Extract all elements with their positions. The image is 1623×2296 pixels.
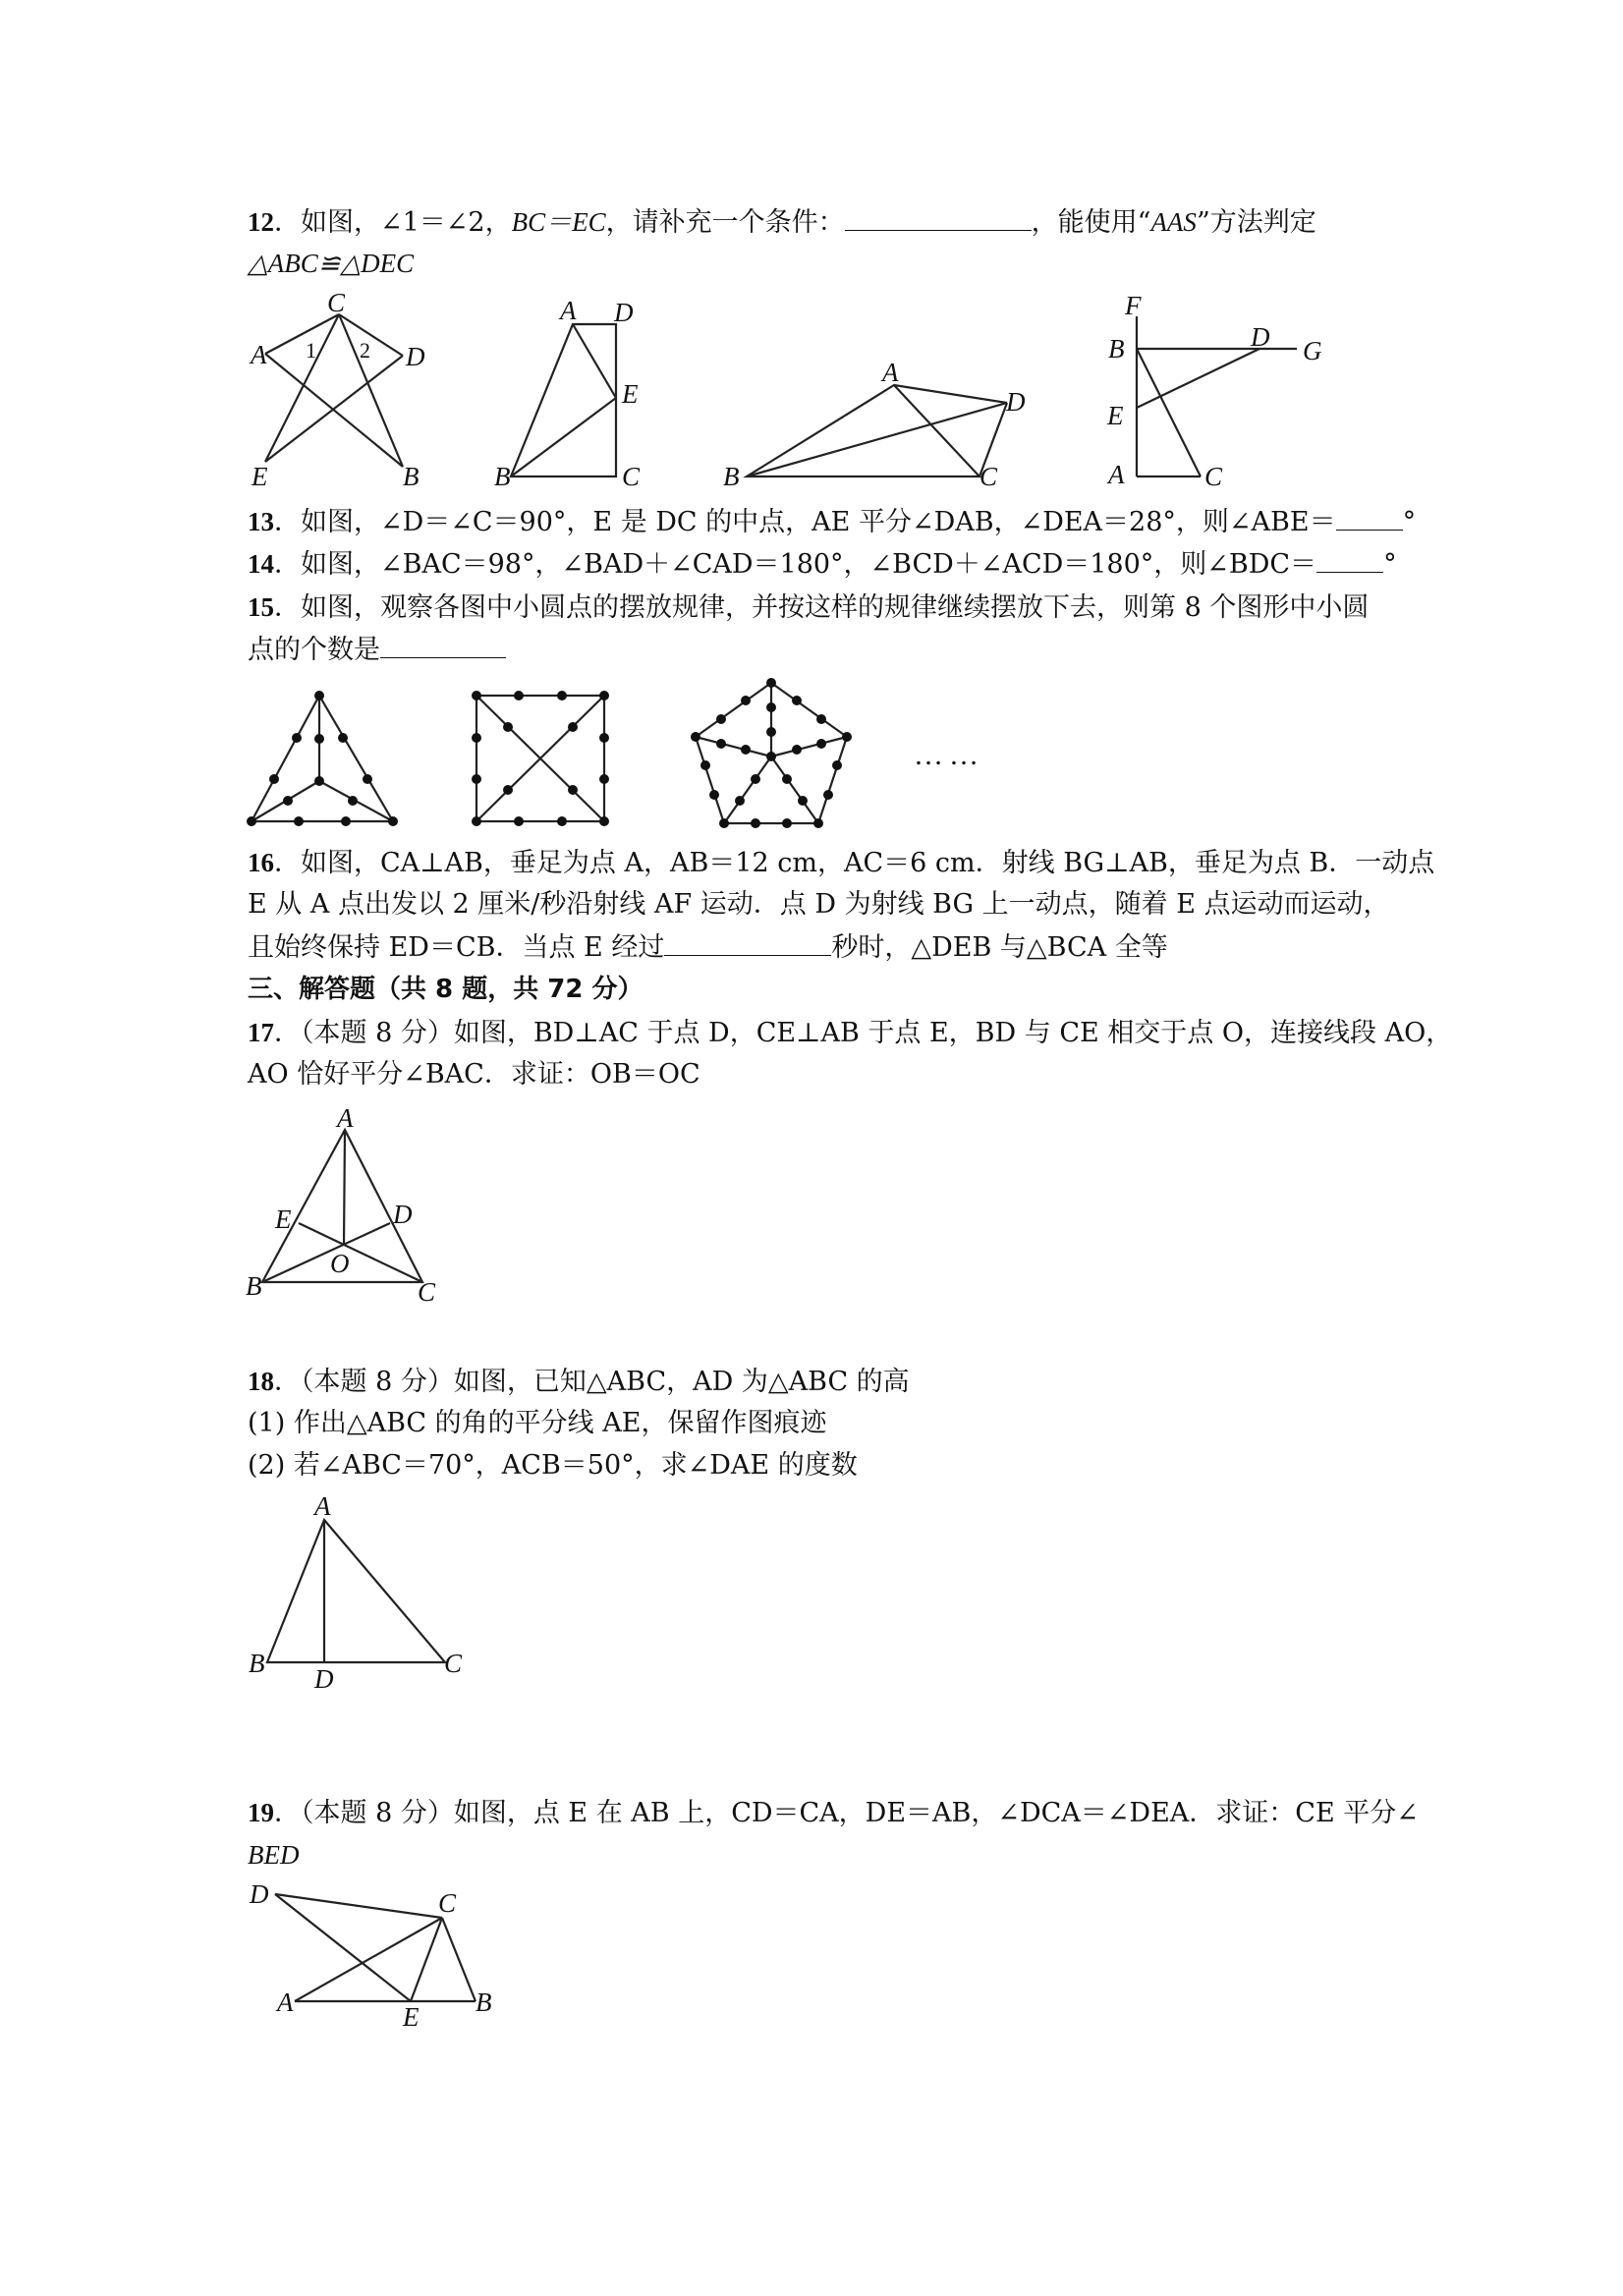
fig16-label-B: B [1108, 334, 1125, 364]
section-3-heading: 三、解答题（共 8 题，共 72 分） [248, 975, 644, 1004]
q12-number: 12 [248, 207, 274, 237]
q18-subquestion-2: (2) 若∠ABC＝70°，ACB＝50°，求∠DAE 的度数 [248, 1450, 858, 1481]
q17-number: 17 [248, 1018, 274, 1047]
fig14-label-C: C [979, 462, 998, 491]
fig12-label-E: E [252, 462, 268, 491]
fig16-label-A: A [1108, 460, 1125, 489]
q12-text-end: ”方法判定 [1196, 207, 1316, 238]
fig16-label-G: G [1303, 336, 1322, 365]
fig12-angle-1: 1 [306, 338, 316, 363]
fig13-label-E: E [622, 379, 639, 409]
fig17-label-O: O [330, 1249, 350, 1278]
q16-number: 16 [248, 848, 274, 877]
q17-text-2: AO 恰好平分∠BAC．求证：OB＝OC [248, 1059, 700, 1090]
q16-text-3a: 且始终保持 ED＝CB．当点 E 经过 [248, 932, 665, 963]
fig16-label-D: D [1251, 322, 1270, 352]
q14-unit: ° [1383, 549, 1397, 580]
fig19-label-E: E [403, 2002, 420, 2032]
fig13-label-D: D [614, 298, 634, 327]
q12-given-condition: BC＝EC [511, 207, 606, 237]
q16-text-2: E 从 A 点出发以 2 厘米/秒沿射线 AF 运动．点 D 为射线 BG 上一动点，随着 E 点运动而运动， [248, 889, 1390, 920]
q15-number: 15 [248, 592, 274, 622]
q18-number: 18 [248, 1367, 274, 1396]
fig14-label-B: B [723, 462, 740, 491]
q12-method: AAS [1150, 207, 1197, 237]
q13-text: ．如图，∠D＝∠C＝90°，E 是 DC 的中点，AE 平分∠DAB，∠DEA＝28°，则∠ABE＝ [274, 507, 1336, 537]
fig17-label-D: D [393, 1200, 413, 1229]
fig12-label-C: C [327, 288, 346, 317]
fig13-label-A: A [560, 296, 577, 325]
q12-text-pre: ．如图，∠1＝∠2， [274, 207, 512, 238]
q12-text-post: ，能使用“ [1031, 207, 1151, 238]
fig19-label-C: C [438, 1888, 457, 1918]
q15-text-2: 点的个数是 [248, 635, 380, 665]
fig14-label-D: D [1006, 387, 1026, 417]
fig18-label-A: A [314, 1491, 331, 1521]
q15-text: ．如图，观察各图中小圆点的摆放规律，并按这样的规律继续摆放下去，则第 8 个图形中小圆 [274, 592, 1370, 623]
fig16-label-F: F [1125, 291, 1142, 320]
q19-text-2: BED [248, 1840, 300, 1870]
fig19-label-A: A [277, 1988, 294, 2017]
fig18-label-B: B [249, 1649, 265, 1678]
fig17-label-C: C [418, 1277, 436, 1307]
fig18-label-C: C [444, 1649, 463, 1678]
q18-text-1: ．（本题 8 分）如图，已知△ABC，AD 为△ABC 的高 [274, 1367, 910, 1397]
q12-congruence: △ABC≌△DEC [248, 249, 415, 278]
fig19-segment-CA [295, 1918, 442, 2001]
fig19-segment-CB [442, 1918, 476, 2001]
fig14-label-A: A [882, 358, 899, 387]
fig19-label-D: D [250, 1879, 269, 1909]
fig18-label-D: D [314, 1664, 334, 1694]
q13-number: 13 [248, 507, 274, 536]
q18-subquestion-1: (1) 作出△ABC 的角的平分线 AE，保留作图痕迹 [248, 1408, 827, 1438]
q14-text: ．如图，∠BAC＝98°，∠BAD＋∠CAD＝180°，∠BCD＋∠ACD＝180°，则∠BDC＝ [274, 549, 1317, 580]
fig15-ellipsis: …… [914, 739, 984, 771]
q14-number: 14 [248, 549, 274, 579]
q12-text-mid: ，请补充一个条件： [605, 207, 845, 238]
q19-text-1: ．（本题 8 分）如图，点 E 在 AB 上，CD＝CA，DE＝AB，∠DCA＝∠DEA．求证：CE 平分∠ [274, 1798, 1419, 1828]
q13-unit: ° [1402, 507, 1417, 537]
fig17-label-A: A [337, 1103, 354, 1133]
fig16-label-E: E [1107, 401, 1124, 430]
q17-text-1: ．（本题 8 分）如图，BD⊥AC 于点 D，CE⊥AB 于点 E，BD 与 CE 相交于点 O，连接线段 AO， [274, 1018, 1453, 1048]
fig16-label-C: C [1204, 462, 1223, 491]
fig17-label-B: B [246, 1271, 262, 1301]
fig17-label-E: E [275, 1204, 292, 1234]
fig19-label-B: B [476, 1988, 492, 2017]
q16-text-3b: 秒时，△DEB 与△BCA 全等 [831, 932, 1168, 963]
q19-number: 19 [248, 1798, 274, 1827]
fig12-label-A: A [251, 340, 267, 369]
q16-text-1: ．如图，CA⊥AB，垂足为点 A，AB＝12 cm，AC＝6 cm．射线 BG⊥AB，垂足为点 B．一动点 [274, 848, 1435, 878]
fig12-angle-2: 2 [360, 338, 370, 363]
fig19-segment-CE [411, 1918, 442, 2001]
fig12-label-B: B [403, 462, 420, 491]
fig13-label-B: B [494, 462, 511, 491]
fig12-label-D: D [406, 342, 425, 371]
fig13-label-C: C [622, 462, 641, 491]
